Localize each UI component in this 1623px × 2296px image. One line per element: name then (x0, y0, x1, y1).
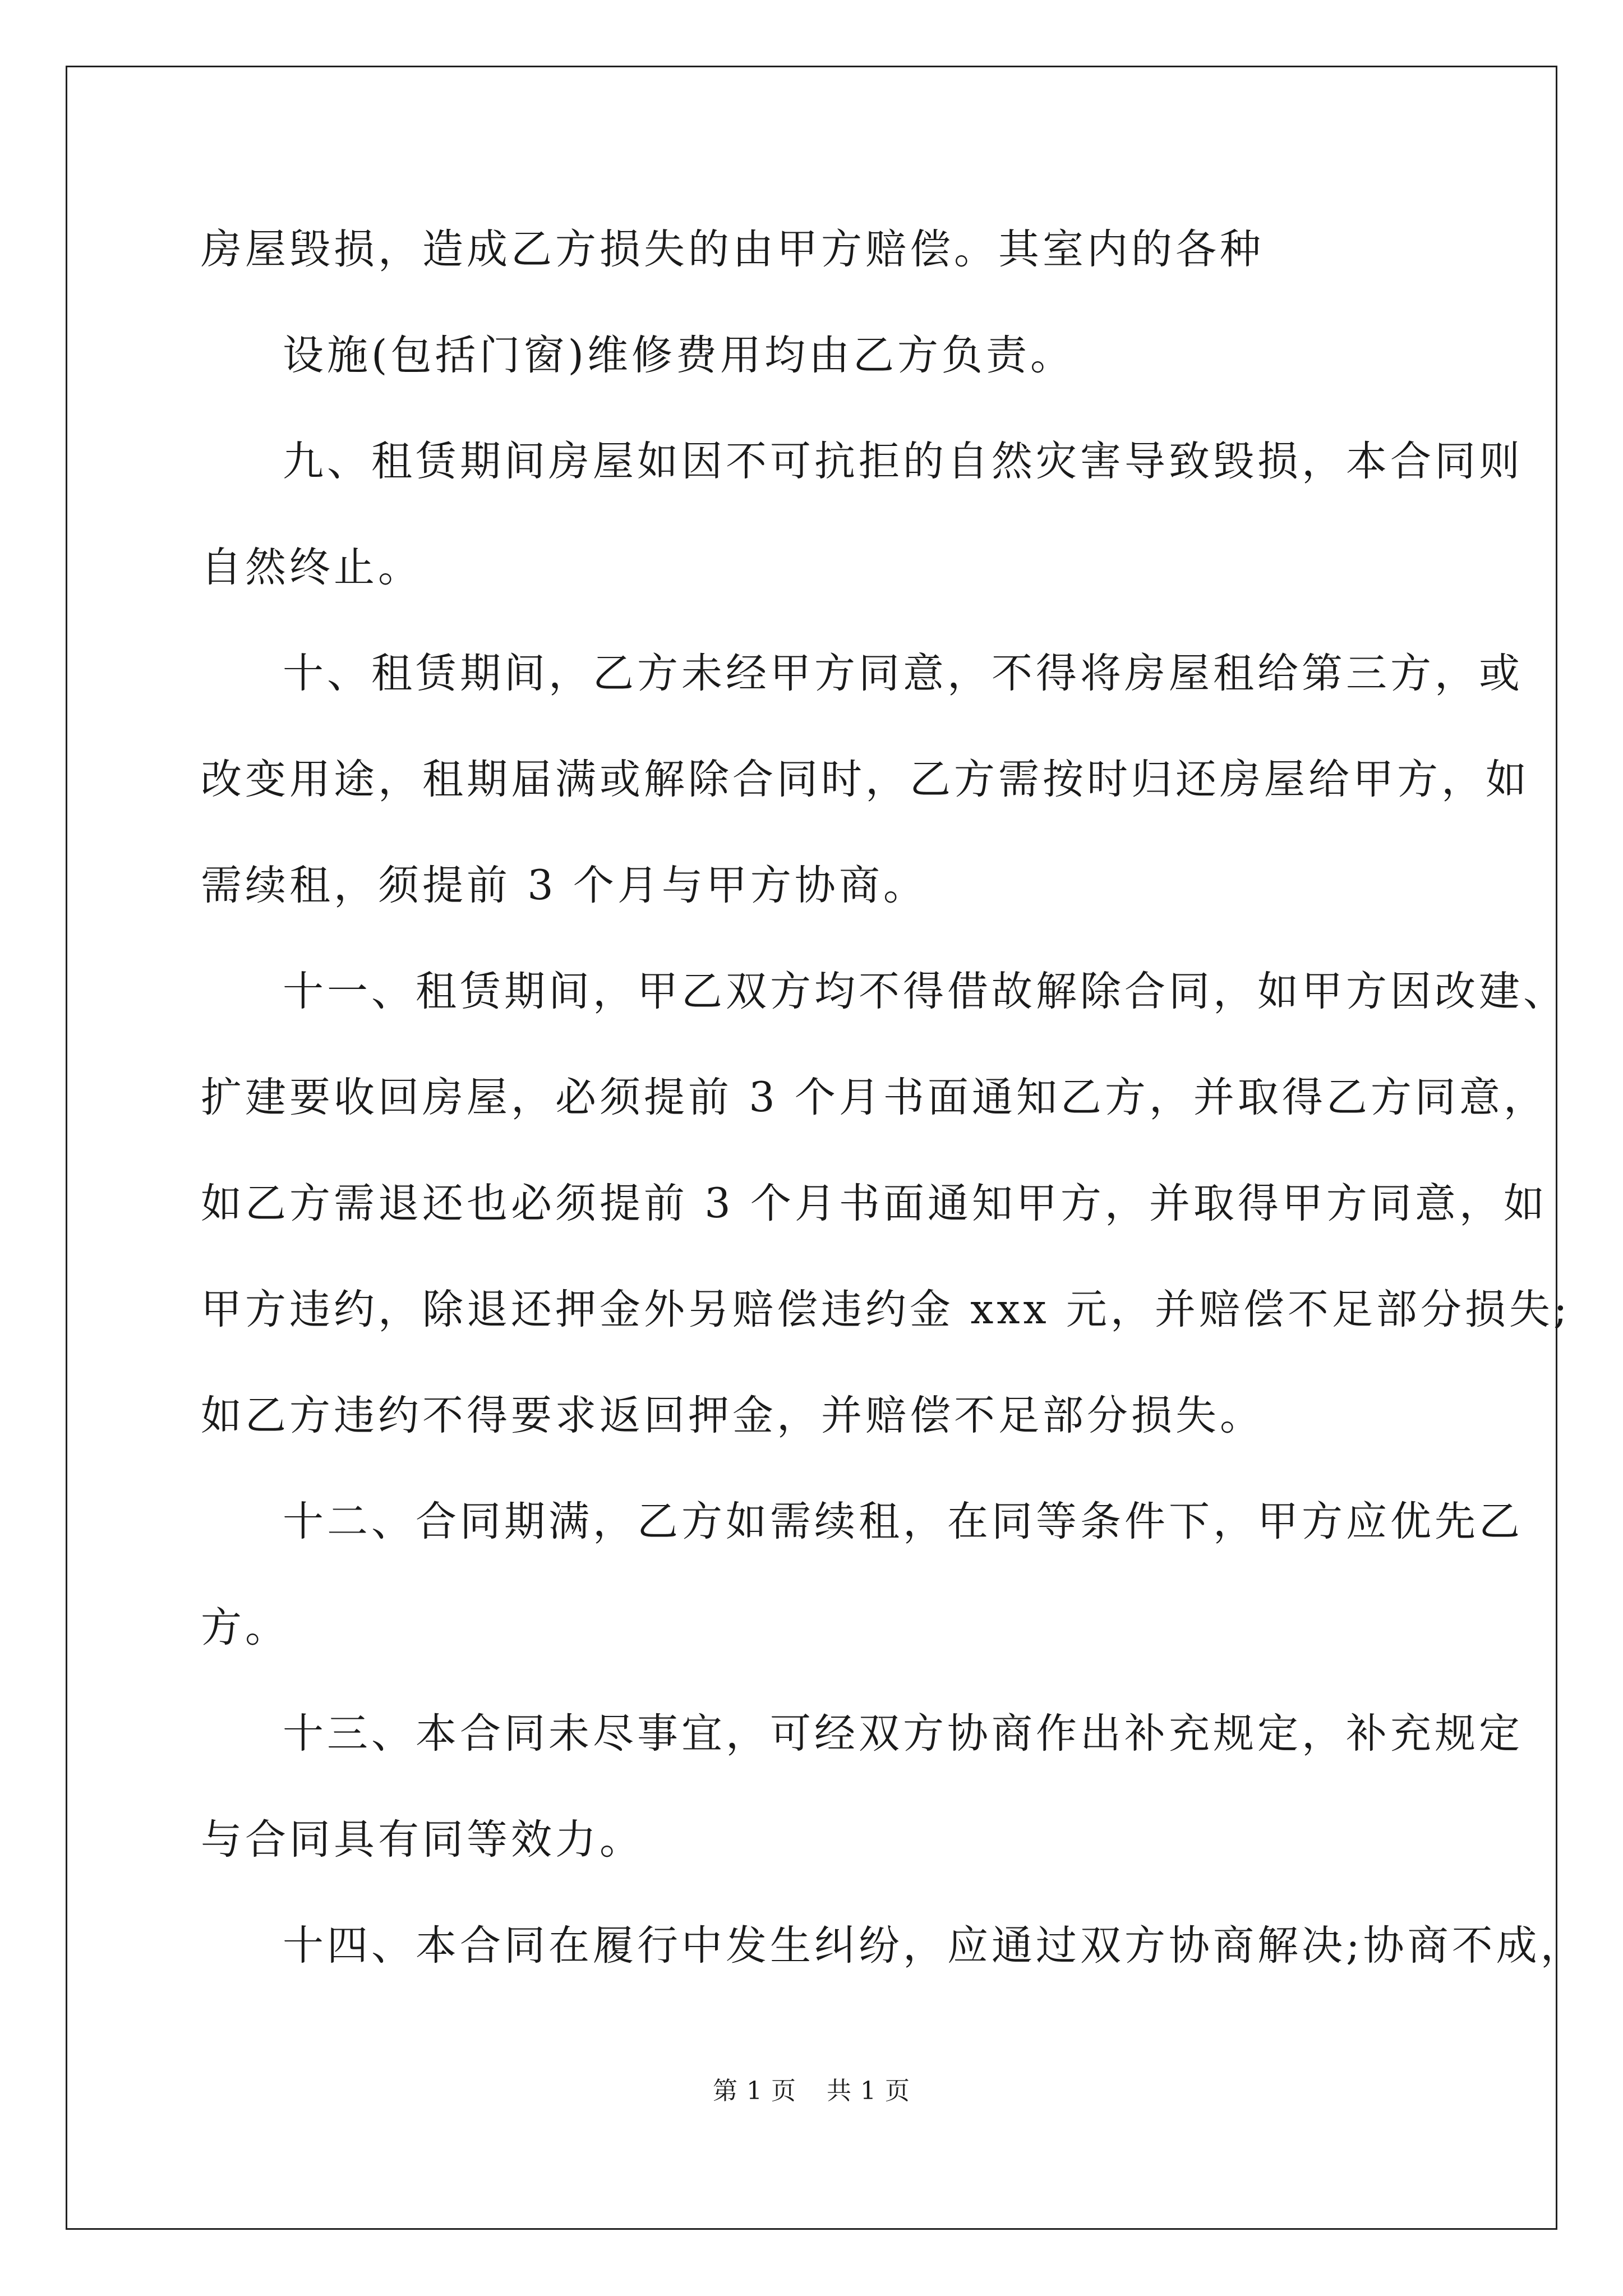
text-line: 甲方违约，除退还押金外另赔偿违约金 xxx 元，并赔偿不足部分损失; (201, 1286, 1571, 1333)
contract-body (201, 219, 1585, 2021)
text-line: 改变用途，租期届满或解除合同时，乙方需按时归还房屋给甲方，如 (201, 756, 1530, 803)
text-line: 如乙方需退还也必须提前 3 个月书面通知甲方，并取得甲方同意，如 (201, 1180, 1548, 1227)
page-footer (0, 2074, 1623, 2108)
text-line: 与合同具有同等效力。 (201, 1816, 644, 1864)
text-line: 方。 (201, 1604, 289, 1651)
text-line: 十二、合同期满，乙方如需续租，在同等条件下，甲方应优先乙 (283, 1498, 1523, 1545)
text-line: 扩建要收回房屋，必须提前 3 个月书面通知乙方，并取得乙方同意， (201, 1074, 1548, 1121)
text-line: 十、租赁期间，乙方未经甲方同意，不得将房屋租给第三方，或 (283, 650, 1523, 697)
text-line: 十四、本合同在履行中发生纠纷，应通过双方协商解决;协商不成， (283, 1922, 1585, 1970)
text-line: 房屋毁损，造成乙方损失的由甲方赔偿。其室内的各种 (201, 226, 1264, 273)
text-line: 九、租赁期间房屋如因不可抗拒的自然灾害导致毁损，本合同则 (283, 438, 1523, 485)
text-line: 设施(包括门窗)维修费用均由乙方负责。 (283, 332, 1075, 379)
text-line: 十一、租赁期间，甲乙双方均不得借故解除合同，如甲方因改建、 (283, 968, 1567, 1015)
page-number: 第 1 页 (713, 2077, 796, 2105)
text-line: 需续租，须提前 3 个月与甲方协商。 (201, 862, 928, 909)
text-line: 如乙方违约不得要求返回押金，并赔偿不足部分损失。 (201, 1392, 1264, 1439)
text-line: 十三、本合同未尽事宜，可经双方协商作出补充规定，补充规定 (283, 1710, 1523, 1757)
page-total: 共 1 页 (827, 2077, 910, 2105)
text-line: 自然终止。 (201, 544, 422, 591)
